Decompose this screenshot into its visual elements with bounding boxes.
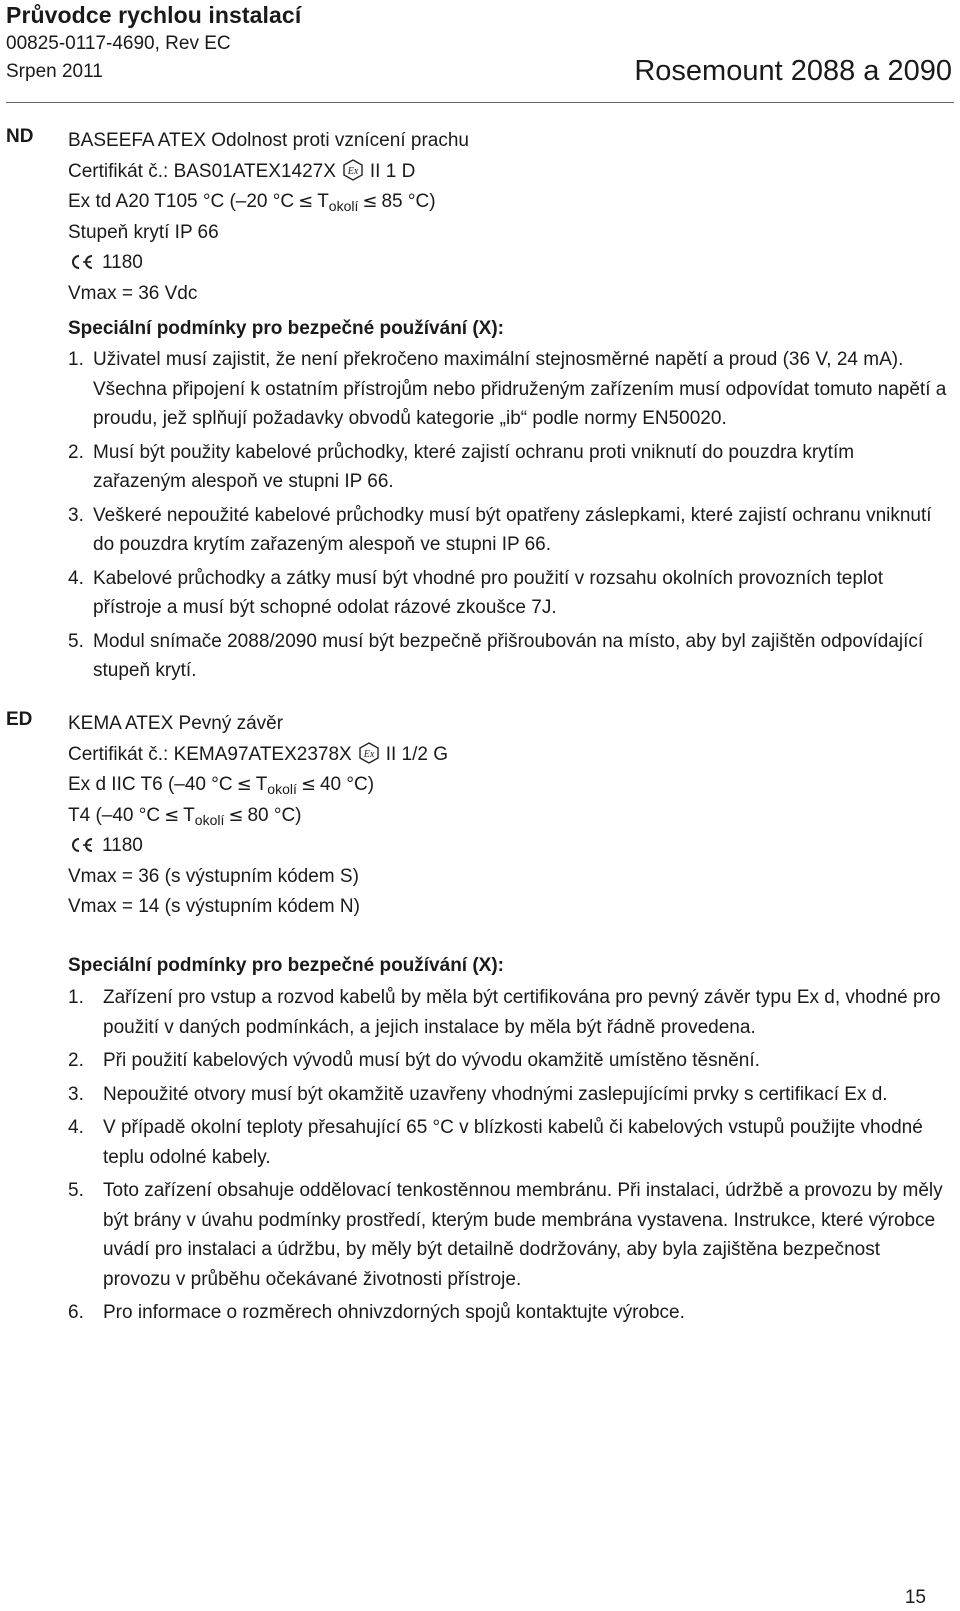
document-title: Průvodce rychlou instalací — [6, 2, 302, 28]
nd-marking-text: Ex td A20 T105 °C (–20 °C — [68, 191, 295, 212]
ce-mark-icon — [68, 253, 96, 271]
nd-certificate-number: Certifikát č.: BAS01ATEX1427X — [68, 160, 336, 182]
list-item-number: 4. — [68, 1117, 84, 1138]
list-item-number: 5. — [68, 1180, 84, 1201]
list-item-number: 3. — [68, 504, 84, 526]
ed-t4-text: T4 (–40 °C — [68, 804, 161, 826]
ed-line-marking-t6 — [68, 770, 948, 801]
header-divider — [6, 102, 954, 103]
list-item-text: V případě okolní teploty přesahující 65 °C v blízkosti kabelů či kabelových vstupů použijte vhodné teplu odolné kabely. — [103, 1117, 923, 1168]
nd-ambient-symbol: T — [317, 191, 329, 212]
list-item-number: 6. — [68, 1302, 84, 1323]
nd-line-ip-rating: Stupeň krytí IP 66 — [68, 221, 219, 243]
ed-line-ce — [68, 831, 948, 862]
list-item-number: 4. — [68, 567, 84, 589]
ed-marking-max: 40 °C) — [319, 774, 375, 795]
list-item — [68, 1176, 948, 1294]
ed-line-vmax-s: Vmax = 36 (s výstupním kódem S) — [68, 865, 359, 887]
le-symbol: ≤ — [362, 191, 378, 212]
le-symbol: ≤ — [236, 774, 252, 795]
list-item — [68, 438, 948, 497]
list-item-text: Musí být použity kabelové průchodky, které zajistí ochranu proti vniknutí do pouzdra krytím zařazeným alespoň ve stupni IP 66. — [93, 441, 855, 492]
svg-text:Ex: Ex — [347, 165, 359, 177]
list-item — [68, 1113, 948, 1172]
list-item-number: 1. — [68, 987, 84, 1008]
list-item-text: Pro informace o rozměrech ohnivzdorných spojů kontaktujte výrobce. — [103, 1302, 685, 1323]
nd-conditions-list — [68, 345, 948, 690]
list-item-text: Při použití kabelových vývodů musí být do vývodu okamžitě umístěno těsnění. — [103, 1050, 760, 1071]
ed-marking-text: Ex d IIC T6 (–40 °C — [68, 774, 233, 795]
list-item — [68, 564, 948, 623]
ed-t4-max: 80 °C) — [247, 804, 302, 826]
ed-line-certificate — [68, 740, 948, 771]
product-name: Rosemount 2088 a 2090 — [634, 55, 952, 87]
page-header — [6, 0, 954, 104]
nd-line-marking — [68, 187, 948, 218]
nd-line-title: BASEEFA ATEX Odolnost proti vznícení prachu — [68, 130, 469, 151]
list-item — [68, 1080, 948, 1110]
le-symbol: ≤ — [228, 804, 244, 826]
section-code-nd: ND — [6, 126, 34, 147]
ed-line-vmax-n: Vmax = 14 (s výstupním kódem N) — [68, 896, 360, 917]
list-item — [68, 1046, 948, 1076]
list-item-text: Uživatel musí zajistit, že není překročeno maximální stejnosměrné napětí a proud (36 V, 24 mA). Všechna připojení k ostatním přístrojům nebo přidruženým zařízením musí odpovídat tomuto napětí a proudu, jež splňují požadavky obvodů kategorie „ib“ podle normy EN50020. — [93, 349, 947, 429]
list-item-number: 3. — [68, 1083, 84, 1105]
nd-equipment-group: II 1 D — [369, 160, 416, 182]
ex-hexagon-icon — [358, 742, 380, 764]
list-item-number: 5. — [68, 630, 84, 652]
svg-text:Ex: Ex — [363, 748, 374, 760]
nd-marking-max: 85 °C) — [381, 191, 436, 212]
ce-mark-icon — [68, 836, 96, 854]
list-item-text: Kabelové průchodky a zátky musí být vhodné pro použití v rozsahu okolních provozních teplot přístroje a musí být schopné odolat rázové zkoušce 7J. — [93, 567, 884, 618]
list-item-text: Veškeré nepoužité kabelové průchodky musí být opatřeny záslepkami, které zajistí ochranu vniknutí do pouzdra krytím zařazeným alespoň ve stupni IP 66. — [93, 504, 932, 555]
list-item — [68, 501, 948, 560]
nd-ambient-subscript: okolí — [328, 198, 359, 214]
nd-notified-body: 1180 — [102, 252, 143, 273]
nd-conditions-heading: Speciální podmínky pro bezpečné používání (X): — [68, 318, 505, 339]
ed-line-marking-t4 — [68, 801, 948, 832]
list-item — [68, 345, 948, 434]
list-item-number: 2. — [68, 441, 84, 463]
ed-notified-body: 1180 — [102, 835, 143, 856]
le-symbol: ≤ — [298, 191, 314, 212]
nd-line-vmax: Vmax = 36 Vdc — [68, 282, 198, 304]
nd-certification-block — [68, 126, 948, 309]
ed-ambient-symbol: T — [255, 774, 268, 795]
le-symbol: ≤ — [300, 774, 316, 795]
list-item-number: 1. — [68, 349, 84, 370]
ed-t4-ambient-subscript: okolí — [194, 811, 225, 828]
ed-line-title: KEMA ATEX Pevný závěr — [68, 713, 284, 734]
ed-certificate-number: Certifikát č.: KEMA97ATEX2378X — [68, 743, 352, 765]
list-item — [68, 627, 948, 686]
ex-hexagon-icon — [342, 159, 364, 181]
ed-conditions-list — [68, 983, 948, 1332]
page-number: 15 — [904, 1587, 926, 1608]
ed-conditions-heading: Speciální podmínky pro bezpečné používání (X): — [68, 955, 505, 976]
list-item — [68, 1298, 948, 1328]
list-item-number: 2. — [68, 1050, 84, 1071]
ed-certification-block — [68, 709, 948, 923]
document-date: Srpen 2011 — [6, 61, 103, 82]
list-item-text: Toto zařízení obsahuje oddělovací tenkostěnnou membránu. Při instalaci, údržbě a provozu by měly být brány v úvahu podmínky prostředí, kterým bude membrána vystavena. Instrukce, které výrobce uvádí pro instalaci a údržbu, by měly být detailně dodržovány, aby byla zajištěna bezpečnost provozu v průběhu očekávané životnosti přístroje. — [103, 1180, 943, 1290]
list-item — [68, 983, 948, 1042]
section-code-ed: ED — [6, 709, 33, 730]
nd-line-ce — [68, 248, 948, 279]
list-item-text: Zařízení pro vstup a rozvod kabelů by měla být certifikována pro pevný závěr typu Ex d, vhodné pro použití v daných podmínkách, a jejich instalace by měla být řádně provedena. — [103, 987, 941, 1038]
document-number: 00825-0117-4690, Rev EC — [6, 33, 231, 54]
nd-line-certificate — [68, 157, 948, 188]
le-symbol: ≤ — [164, 804, 180, 826]
ed-ambient-subscript: okolí — [267, 781, 297, 797]
list-item-text: Modul snímače 2088/2090 musí být bezpečně přišroubován na místo, aby byl zajištěn odpovídající stupeň krytí. — [93, 630, 924, 681]
ed-t4-ambient-symbol: T — [183, 804, 195, 826]
list-item-text: Nepoužité otvory musí být okamžitě uzavřeny vhodnými zaslepujícími prvky s certifikací Ex d. — [103, 1083, 888, 1105]
ed-equipment-group: II 1/2 G — [385, 743, 449, 765]
